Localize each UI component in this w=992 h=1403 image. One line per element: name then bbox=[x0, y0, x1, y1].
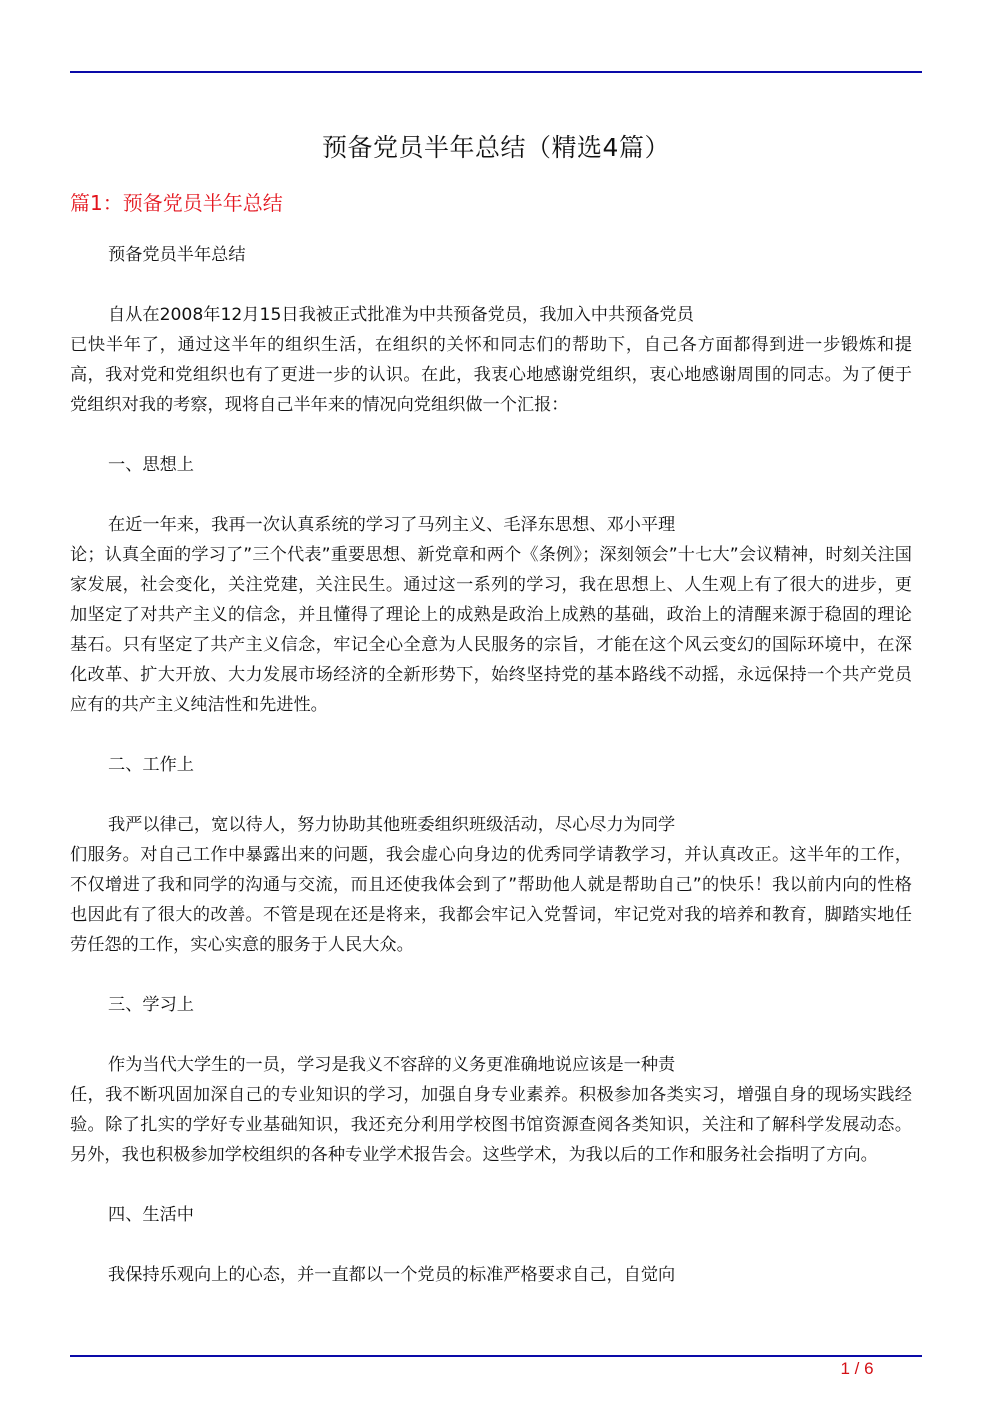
header-rule bbox=[70, 71, 922, 73]
paragraph-first-line: 自从在2008年12月15日我被正式批准为中共预备党员，我加入中共预备党员 bbox=[108, 305, 694, 325]
paragraph-life bbox=[70, 1260, 912, 1290]
section-heading: 篇1：预备党员半年总结 bbox=[70, 191, 283, 215]
document-body bbox=[70, 240, 912, 1320]
paragraph-work bbox=[70, 810, 912, 960]
paragraph-study bbox=[70, 1050, 912, 1170]
section-heading-life: 四、生活中 bbox=[108, 1205, 194, 1225]
paragraph-text: 已快半年了，通过这半年的组织生活，在组织的关怀和同志们的帮助下，自己各方面都得到进一步锻炼和提高，我对党和党组织也有了更进一步的认识。在此，我衷心地感谢党组织，衷心地感谢周围的同志。为了便于党组织对我的考察，现将自己半年来的情况向党组织做一个汇报： bbox=[70, 335, 912, 415]
paragraph-text: 论；认真全面的学习了”三个代表”重要思想、新党章和两个《条例》；深刻领会”十七大”会议精神，时刻关注国家发展，社会变化，关注党建，关注民生。通过这一系列的学习，我在思想上、人生观上有了很大的进步，更加坚定了对共产主义的信念，并且懂得了理论上的成熟是政治上成熟的基础，政治上的清醒来源于稳固的理论基石。只有坚定了共产主义信念，牢记全心全意为人民服务的宗旨，才能在这个风云变幻的国际环境中，在深化改革、扩大开放、大力发展市场经济的全新形势下，始终坚持党的基本路线不动摇，永远保持一个共产党员应有的共产主义纯洁性和先进性。 bbox=[70, 545, 912, 715]
page-indicator: 1 / 6 bbox=[840, 1359, 874, 1378]
subtitle: 预备党员半年总结 bbox=[108, 245, 246, 265]
paragraph-first-line: 我严以律己，宽以待人，努力协助其他班委组织班级活动，尽心尽力为同学 bbox=[108, 815, 676, 835]
section-heading-study: 三、学习上 bbox=[108, 995, 194, 1015]
section-heading-ideology: 一、思想上 bbox=[108, 455, 194, 475]
paragraph-first-line: 我保持乐观向上的心态，并一直都以一个党员的标准严格要求自己，自觉向 bbox=[108, 1265, 676, 1285]
paragraph-ideology bbox=[70, 510, 912, 720]
footer-rule bbox=[70, 1355, 922, 1357]
paragraph-text: 任，我不断巩固加深自己的专业知识的学习，加强自身专业素养。积极参加各类实习，增强自身的现场实践经验。除了扎实的学好专业基础知识，我还充分利用学校图书馆资源查阅各类知识，关注和了解科学发展动态。另外，我也积极参加学校组织的各种专业学术报告会。这些学术，为我以后的工作和服务社会指明了方向。 bbox=[70, 1085, 912, 1165]
intro-paragraph bbox=[70, 300, 912, 420]
section-heading-work: 二、工作上 bbox=[108, 755, 194, 775]
document-title: 预备党员半年总结（精选4篇） bbox=[322, 133, 670, 162]
paragraph-text: 们服务。对自己工作中暴露出来的问题，我会虚心向身边的优秀同学请教学习，并认真改正。这半年的工作，不仅增进了我和同学的沟通与交流，而且还使我体会到了”帮助他人就是帮助自己”的快乐！我以前内向的性格也因此有了很大的改善。不管是现在还是将来，我都会牢记入党誓词，牢记党对我的培养和教育，脚踏实地任劳任怨的工作，实心实意的服务于人民大众。 bbox=[70, 845, 912, 955]
paragraph-first-line: 在近一年来，我再一次认真系统的学习了马列主义、毛泽东思想、邓小平理 bbox=[108, 515, 676, 535]
paragraph-first-line: 作为当代大学生的一员，学习是我义不容辞的义务更准确地说应该是一种责 bbox=[108, 1055, 676, 1075]
